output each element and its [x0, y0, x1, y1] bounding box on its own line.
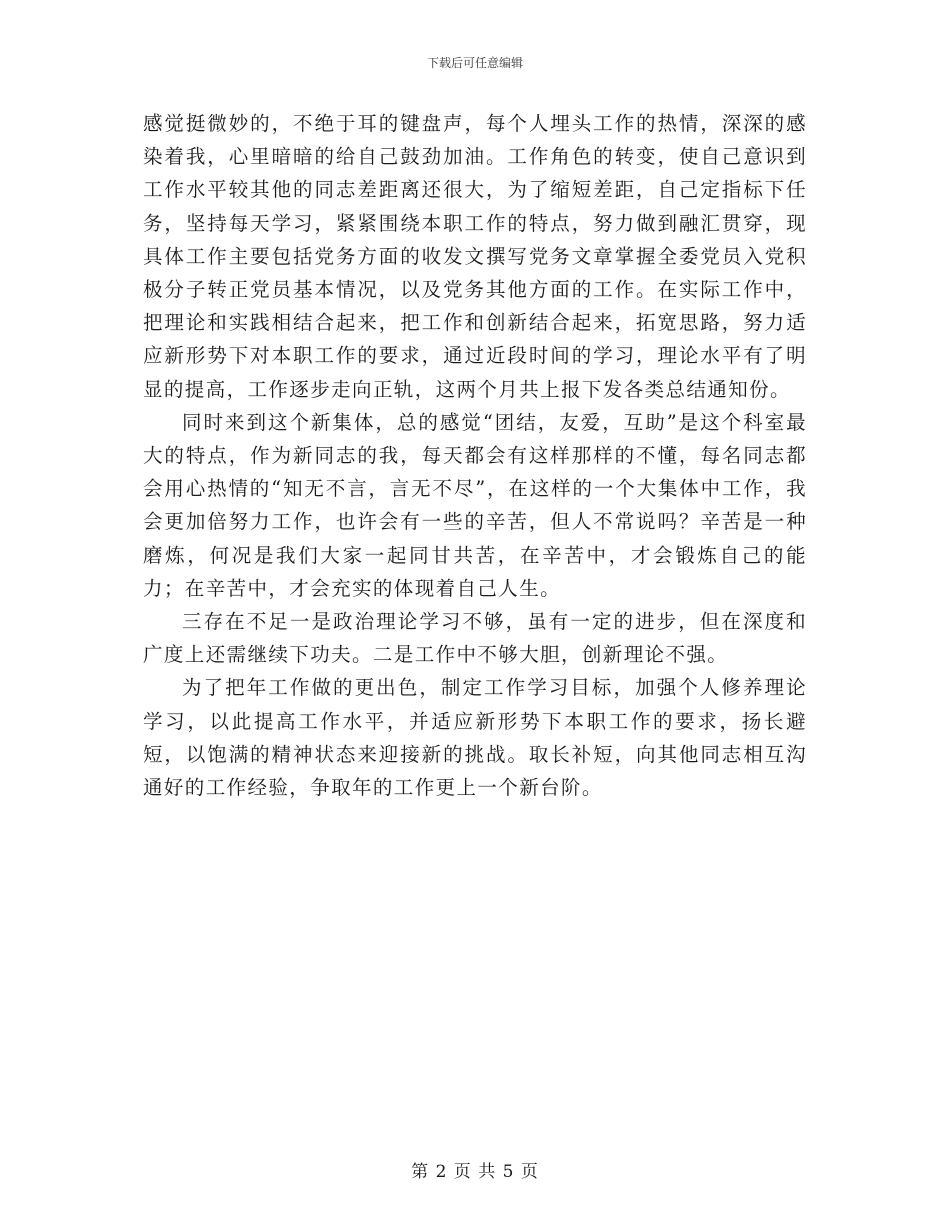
- document-body: [143, 107, 807, 804]
- paragraph-goals: 为了把年工作做的更出色，制定工作学习目标，加强个人修养理论学习，以此提高工作水平，并适应新形势下本职工作的要求，扬长避短，以饱满的精神状态来迎接新的挑战。取长补短，向其他同志相互沟通好的工作经验，争取年的工作更上一个新台阶。: [143, 676, 807, 800]
- paragraph-continuation: 感觉挺微妙的，不绝于耳的键盘声，每个人埋头工作的热情，深深的感染着我，心里暗暗的给自己鼓劲加油。工作角色的转变，使自己意识到工作水平较其他的同志差距离还很大，为了缩短差距，自己定指标下任务，坚持每天学习，紧紧围绕本职工作的特点，努力做到融汇贯穿，现具体工作主要包括党务方面的收发文撰写党务文章掌握全委党员入党积极分子转正党员基本情况，以及党务其他方面的工作。在实际工作中，把理论和实践相结合起来，把工作和创新结合起来，拓宽思路，努力适应新形势下对本职工作的要求，通过近段时间的学习，理论水平有了明显的提高，工作逐步走向正轨，这两个月共上报下发各类总结通知份。: [143, 112, 807, 401]
- paragraph-shortcomings: 三存在不足一是政治理论学习不够，虽有一定的进步，但在深度和广度上还需继续下功夫。二是工作中不够大胆，创新理论不强。: [143, 610, 807, 667]
- paragraph-collective: 同时来到这个新集体，总的感觉“团结，友爱，互助”是这个科室最大的特点，作为新同志的我，每天都会有这样那样的不懂，每名同志都会用心热情的“知无不言，言无不尽”，在这样的一个大集体中工作，我会更加倍努力工作，也许会有一些的辛苦，但人不常说吗？辛苦是一种磨炼，何况是我们大家一起同甘共苦，在辛苦中，才会锻炼自己的能力；在辛苦中，才会充实的体现着自己人生。: [143, 410, 807, 600]
- page-number: 第 2 页 共 5 页: [411, 1162, 539, 1182]
- page-header: 下载后可任意编辑: [426, 56, 523, 70]
